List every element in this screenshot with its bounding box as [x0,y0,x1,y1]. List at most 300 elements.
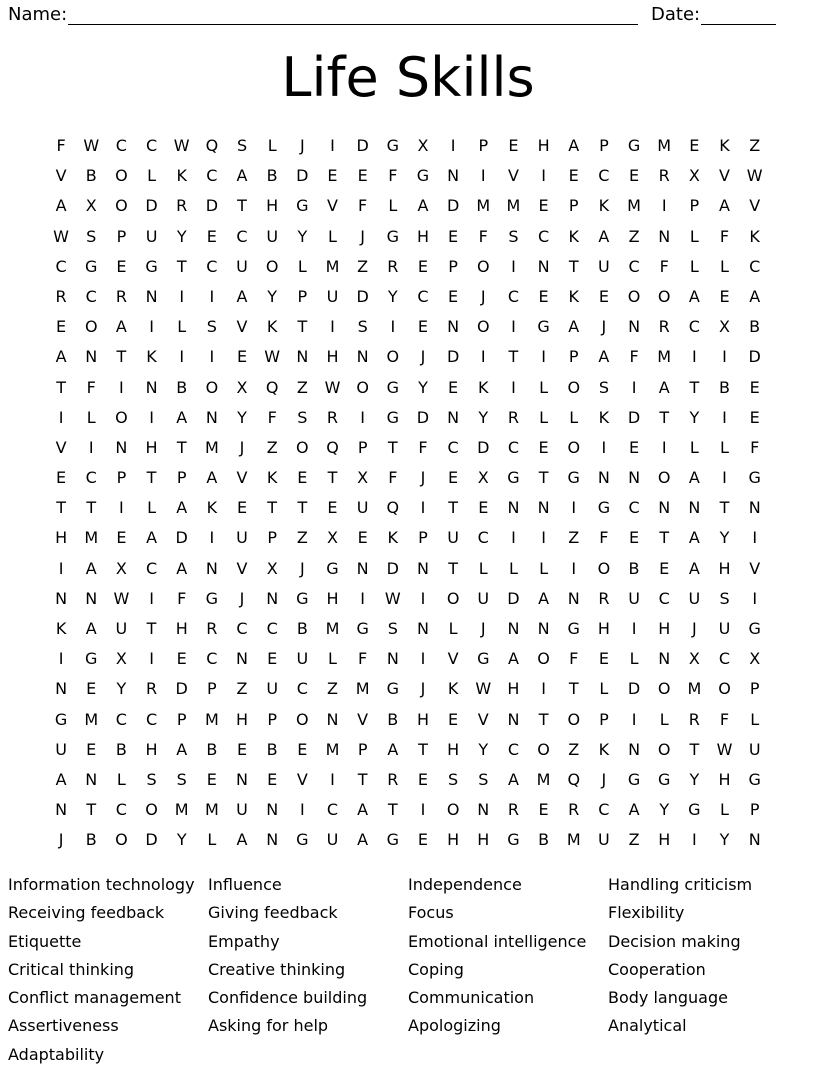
grid-letter[interactable]: I [541,347,546,367]
grid-letter[interactable]: S [146,769,157,789]
grid-letter[interactable]: I [511,317,516,337]
grid-letter[interactable]: C [658,588,670,608]
grid-letter[interactable]: M [536,769,551,789]
grid-letter[interactable]: E [568,166,579,186]
grid-letter[interactable]: G [296,196,309,216]
grid-letter[interactable]: L [629,649,639,669]
grid-letter[interactable]: H [236,709,249,729]
grid-letter[interactable]: H [175,619,188,638]
grid-letter[interactable]: B [749,317,761,337]
grid-letter[interactable]: E [448,226,459,246]
grid-letter[interactable]: R [568,800,580,820]
date-input-line[interactable] [701,24,776,25]
grid-letter[interactable]: W [324,377,341,397]
grid-letter[interactable]: O [356,377,369,397]
grid-letter[interactable]: G [356,619,369,638]
grid-letter[interactable]: O [265,256,279,276]
grid-letter[interactable]: M [84,528,99,548]
grid-letter[interactable]: H [416,226,429,246]
grid-letter[interactable]: A [146,528,158,548]
grid-letter[interactable]: Z [749,136,761,155]
grid-letter[interactable]: D [296,166,309,186]
grid-letter[interactable]: U [296,649,309,669]
grid-letter[interactable]: I [722,468,727,488]
grid-letter[interactable]: K [719,136,730,155]
grid-letter[interactable]: S [387,619,398,638]
grid-letter[interactable]: I [209,528,215,548]
grid-letter[interactable]: C [417,286,429,306]
grid-letter[interactable]: H [416,709,429,729]
grid-letter[interactable]: E [628,166,640,186]
grid-letter[interactable]: L [207,830,217,850]
grid-letter[interactable]: N [205,558,218,578]
grid-letter[interactable]: E [719,286,730,306]
grid-letter[interactable]: P [749,679,760,699]
grid-letter[interactable]: N [356,347,369,367]
grid-letter[interactable]: I [541,679,546,699]
grid-letter[interactable]: R [507,800,519,820]
grid-letter[interactable]: X [688,649,700,669]
grid-letter[interactable]: C [628,256,640,276]
grid-letter[interactable]: M [325,739,340,759]
grid-letter[interactable]: N [537,256,550,276]
grid-letter[interactable]: P [116,468,127,488]
grid-letter[interactable]: L [539,377,549,397]
grid-letter[interactable]: X [327,528,338,548]
grid-letter[interactable]: T [56,377,66,397]
grid-letter[interactable]: H [718,558,731,578]
grid-letter[interactable]: O [657,679,671,699]
grid-letter[interactable]: G [386,679,399,699]
grid-letter[interactable]: L [508,558,518,578]
grid-letter[interactable]: X [688,166,700,186]
grid-letter[interactable]: A [658,377,670,397]
grid-letter[interactable]: I [149,317,154,337]
grid-letter[interactable]: N [628,739,641,759]
grid-letter[interactable]: I [179,347,185,367]
grid-letter[interactable]: C [507,437,519,457]
grid-letter[interactable]: Y [176,830,187,850]
grid-letter[interactable]: X [719,317,730,337]
grid-letter[interactable]: Z [296,528,308,548]
grid-letter[interactable]: C [598,166,610,186]
grid-letter[interactable]: E [56,317,67,337]
grid-letter[interactable]: N [507,709,520,729]
grid-letter[interactable]: E [327,498,338,518]
grid-letter[interactable]: U [598,256,610,276]
grid-letter[interactable]: M [476,196,491,216]
grid-letter[interactable]: Z [628,830,640,850]
grid-letter[interactable]: I [511,256,516,276]
grid-letter[interactable]: E [478,498,489,518]
grid-letter[interactable]: V [507,166,519,186]
grid-letter[interactable]: Q [326,437,339,457]
grid-letter[interactable]: A [688,286,700,306]
grid-letter[interactable]: U [326,830,339,850]
grid-letter[interactable]: G [386,226,399,246]
grid-letter[interactable]: M [566,830,581,850]
grid-letter[interactable]: I [330,317,335,337]
grid-letter[interactable]: H [145,739,158,759]
grid-letter[interactable]: I [752,528,758,548]
grid-letter[interactable]: N [236,769,248,789]
grid-letter[interactable]: T [568,679,579,699]
grid-letter[interactable]: G [567,468,580,488]
grid-letter[interactable]: N [115,437,128,457]
grid-letter[interactable]: D [356,286,369,306]
grid-letter[interactable]: X [115,558,127,578]
grid-letter[interactable]: C [598,800,610,820]
grid-letter[interactable]: D [507,588,520,608]
grid-letter[interactable]: L [478,558,488,578]
grid-letter[interactable]: A [206,468,218,488]
grid-letter[interactable]: P [116,226,127,246]
grid-letter[interactable]: J [480,619,486,638]
grid-letter[interactable]: A [176,558,188,578]
grid-letter[interactable]: E [749,407,760,427]
grid-letter[interactable]: G [54,709,68,729]
grid-letter[interactable]: N [266,830,279,850]
grid-letter[interactable]: I [692,347,697,367]
grid-letter[interactable]: N [477,800,490,820]
grid-letter[interactable]: D [477,437,490,457]
grid-letter[interactable]: H [718,769,731,789]
grid-letter[interactable]: D [356,136,369,155]
grid-letter[interactable]: A [749,286,761,306]
grid-letter[interactable]: A [176,498,188,518]
grid-letter[interactable]: K [206,498,218,518]
grid-letter[interactable]: X [236,377,248,397]
grid-letter[interactable]: V [296,769,308,789]
grid-letter[interactable]: J [420,468,426,488]
grid-letter[interactable]: Q [205,136,219,155]
grid-letter[interactable]: E [267,649,278,669]
grid-letter[interactable]: D [627,407,641,427]
grid-letter[interactable]: F [478,226,488,246]
grid-letter[interactable]: S [448,769,459,789]
grid-letter[interactable]: T [327,468,338,488]
grid-letter[interactable]: B [115,739,127,759]
grid-letter[interactable]: M [627,196,641,216]
grid-letter[interactable]: G [145,256,158,276]
grid-letter[interactable]: M [204,709,219,729]
grid-letter[interactable]: L [147,498,156,518]
grid-letter[interactable]: R [598,588,610,608]
grid-letter[interactable]: P [689,196,700,216]
grid-letter[interactable]: G [205,588,219,608]
grid-letter[interactable]: C [477,528,489,548]
grid-letter[interactable]: A [357,800,369,820]
grid-letter[interactable]: V [236,468,248,488]
grid-letter[interactable]: G [296,588,309,608]
grid-letter[interactable]: E [659,558,670,578]
grid-letter[interactable]: O [657,468,671,488]
grid-letter[interactable]: Y [176,226,187,246]
grid-letter[interactable]: L [448,619,458,638]
grid-letter[interactable]: C [55,256,67,276]
grid-letter[interactable]: C [447,437,459,457]
grid-letter[interactable]: N [658,498,671,518]
grid-letter[interactable]: E [56,468,67,488]
grid-letter[interactable]: E [749,377,760,397]
grid-letter[interactable]: P [599,136,609,155]
grid-letter[interactable]: L [267,136,277,155]
grid-letter[interactable]: V [357,709,369,729]
grid-letter[interactable]: K [146,347,157,367]
grid-letter[interactable]: E [448,286,459,306]
grid-letter[interactable]: F [358,196,368,216]
grid-letter[interactable]: T [86,498,97,518]
grid-letter[interactable]: C [236,226,248,246]
grid-letter[interactable]: G [537,317,550,337]
grid-letter[interactable]: G [507,830,520,850]
grid-letter[interactable]: I [541,528,546,548]
grid-letter[interactable]: B [296,619,308,638]
grid-letter[interactable]: E [598,286,609,306]
grid-letter[interactable]: B [85,830,97,850]
grid-letter[interactable]: K [598,196,610,216]
grid-letter[interactable]: J [239,588,245,608]
grid-letter[interactable]: G [627,769,641,789]
grid-letter[interactable]: T [267,498,278,518]
grid-letter[interactable]: J [360,226,365,246]
grid-letter[interactable]: D [748,347,761,367]
grid-letter[interactable]: V [55,437,67,457]
grid-letter[interactable]: K [266,468,278,488]
grid-letter[interactable]: T [146,468,157,488]
grid-letter[interactable]: S [478,769,489,789]
grid-letter[interactable]: H [537,136,550,155]
grid-letter[interactable]: L [116,769,126,789]
grid-letter[interactable]: Q [567,769,581,789]
grid-letter[interactable]: V [236,558,248,578]
grid-letter[interactable]: S [508,226,519,246]
grid-letter[interactable]: U [718,619,731,638]
grid-letter[interactable]: P [357,739,368,759]
grid-letter[interactable]: G [386,407,399,427]
grid-letter[interactable]: O [386,347,400,367]
grid-letter[interactable]: S [86,226,97,246]
grid-letter[interactable]: K [568,286,579,306]
grid-letter[interactable]: C [688,317,700,337]
grid-letter[interactable]: U [598,830,610,850]
grid-letter[interactable]: L [177,317,187,337]
grid-letter[interactable]: O [567,377,581,397]
grid-letter[interactable]: U [748,739,761,759]
grid-letter[interactable]: N [447,407,460,427]
grid-letter[interactable]: O [537,649,550,669]
grid-letter[interactable]: L [720,800,729,820]
grid-letter[interactable]: C [145,136,158,155]
grid-letter[interactable]: E [206,769,217,789]
grid-letter[interactable]: J [601,317,607,337]
grid-letter[interactable]: E [448,377,459,397]
grid-letter[interactable]: W [746,166,763,186]
grid-letter[interactable]: N [748,498,761,518]
grid-letter[interactable]: A [507,769,519,789]
grid-letter[interactable]: C [145,709,158,729]
grid-letter[interactable]: P [357,437,368,457]
grid-letter[interactable]: Q [265,377,279,397]
grid-letter[interactable]: O [145,800,158,820]
grid-letter[interactable]: H [145,437,158,457]
grid-letter[interactable]: F [267,407,277,427]
grid-letter[interactable]: E [86,739,97,759]
grid-letter[interactable]: O [115,196,128,216]
grid-letter[interactable]: A [85,558,97,578]
grid-letter[interactable]: N [266,800,279,820]
grid-letter[interactable]: M [355,679,370,699]
grid-letter[interactable]: O [476,317,490,337]
grid-letter[interactable]: R [55,286,67,306]
grid-letter[interactable]: T [116,347,127,367]
grid-letter[interactable]: A [688,558,700,578]
grid-letter[interactable]: M [204,800,219,820]
grid-letter[interactable]: O [446,800,460,820]
grid-letter[interactable]: I [149,588,154,608]
grid-letter[interactable]: A [538,588,550,608]
grid-letter[interactable]: M [84,709,99,729]
grid-letter[interactable]: K [447,679,459,699]
grid-letter[interactable]: T [719,498,730,518]
grid-letter[interactable]: L [599,679,609,699]
grid-letter[interactable]: X [115,649,127,669]
grid-letter[interactable]: N [628,468,641,488]
grid-letter[interactable]: L [689,437,699,457]
grid-letter[interactable]: G [597,498,611,518]
grid-letter[interactable]: B [85,166,97,186]
grid-letter[interactable]: Y [116,679,127,699]
grid-letter[interactable]: I [390,317,396,337]
grid-letter[interactable]: V [719,166,730,186]
grid-letter[interactable]: A [598,347,610,367]
grid-letter[interactable]: C [206,649,218,669]
grid-letter[interactable]: S [236,136,248,155]
grid-letter[interactable]: Y [418,377,428,397]
grid-letter[interactable]: Q [386,498,400,518]
grid-letter[interactable]: I [179,286,185,306]
grid-letter[interactable]: I [420,498,426,518]
grid-letter[interactable]: Y [478,407,489,427]
grid-letter[interactable]: G [85,649,98,669]
grid-letter[interactable]: E [689,136,700,155]
grid-letter[interactable]: O [446,588,460,608]
grid-letter[interactable]: E [86,679,97,699]
grid-letter[interactable]: N [567,588,580,608]
grid-letter[interactable]: O [597,558,611,578]
grid-letter[interactable]: Y [689,407,700,427]
grid-letter[interactable]: E [297,468,308,488]
grid-letter[interactable]: R [387,256,399,276]
grid-letter[interactable]: A [387,739,399,759]
grid-letter[interactable]: H [597,619,610,638]
grid-letter[interactable]: G [748,619,761,638]
grid-letter[interactable]: C [236,619,248,638]
grid-letter[interactable]: I [330,769,335,789]
grid-letter[interactable]: N [356,558,369,578]
grid-letter[interactable]: G [748,468,761,488]
grid-letter[interactable]: A [568,136,580,155]
grid-letter[interactable]: A [55,196,67,216]
grid-letter[interactable]: Y [719,528,730,548]
grid-letter[interactable]: E [236,739,248,759]
grid-letter[interactable]: I [601,437,607,457]
grid-letter[interactable]: Y [719,830,730,850]
grid-letter[interactable]: Z [296,377,308,397]
grid-letter[interactable]: E [628,528,640,548]
grid-letter[interactable]: T [659,528,670,548]
grid-letter[interactable]: G [416,166,430,186]
grid-letter[interactable]: L [539,407,549,427]
grid-letter[interactable]: B [206,739,218,759]
grid-letter[interactable]: O [718,679,731,699]
grid-letter[interactable]: Z [327,679,338,699]
grid-letter[interactable]: A [236,286,248,306]
grid-letter[interactable]: Z [357,256,369,276]
grid-letter[interactable]: I [511,528,516,548]
grid-letter[interactable]: G [477,649,490,669]
grid-letter[interactable]: H [507,679,520,699]
grid-letter[interactable]: U [236,528,248,548]
grid-letter[interactable]: I [360,588,365,608]
grid-letter[interactable]: N [658,649,671,669]
grid-letter[interactable]: P [267,709,277,729]
grid-letter[interactable]: F [418,437,428,457]
grid-letter[interactable]: W [264,347,281,367]
grid-letter[interactable]: W [113,588,130,608]
grid-letter[interactable]: E [538,437,549,457]
grid-letter[interactable]: H [658,830,671,850]
grid-letter[interactable]: L [689,256,699,276]
grid-letter[interactable]: M [506,196,521,216]
grid-letter[interactable]: B [628,558,640,578]
grid-letter[interactable]: N [145,286,158,306]
grid-letter[interactable]: E [417,769,428,789]
grid-letter[interactable]: K [266,317,278,337]
grid-letter[interactable]: E [538,286,549,306]
grid-letter[interactable]: B [387,709,399,729]
grid-letter[interactable]: I [631,619,637,638]
grid-letter[interactable]: R [326,407,339,427]
grid-letter[interactable]: P [176,709,187,729]
grid-letter[interactable]: N [537,498,550,518]
grid-letter[interactable]: N [55,679,68,699]
grid-letter[interactable]: N [55,800,68,820]
grid-letter[interactable]: J [601,769,607,789]
grid-letter[interactable]: P [568,196,579,216]
grid-letter[interactable]: O [296,709,309,729]
grid-letter[interactable]: M [174,800,189,820]
grid-letter[interactable]: E [538,196,549,216]
grid-letter[interactable]: E [508,136,519,155]
grid-letter[interactable]: A [236,830,248,850]
grid-letter[interactable]: Z [628,226,640,246]
grid-letter[interactable]: P [599,709,609,729]
grid-letter[interactable]: N [748,830,761,850]
grid-letter[interactable]: R [688,709,700,729]
grid-letter[interactable]: I [511,377,516,397]
grid-letter[interactable]: E [267,769,278,789]
grid-letter[interactable]: G [507,468,520,488]
grid-letter[interactable]: P [176,468,187,488]
grid-letter[interactable]: S [176,769,187,789]
grid-letter[interactable]: B [538,830,550,850]
grid-letter[interactable]: I [450,136,456,155]
grid-letter[interactable]: Y [689,769,700,789]
grid-letter[interactable]: A [176,407,188,427]
grid-letter[interactable]: B [719,377,730,397]
grid-letter[interactable]: E [417,256,428,276]
